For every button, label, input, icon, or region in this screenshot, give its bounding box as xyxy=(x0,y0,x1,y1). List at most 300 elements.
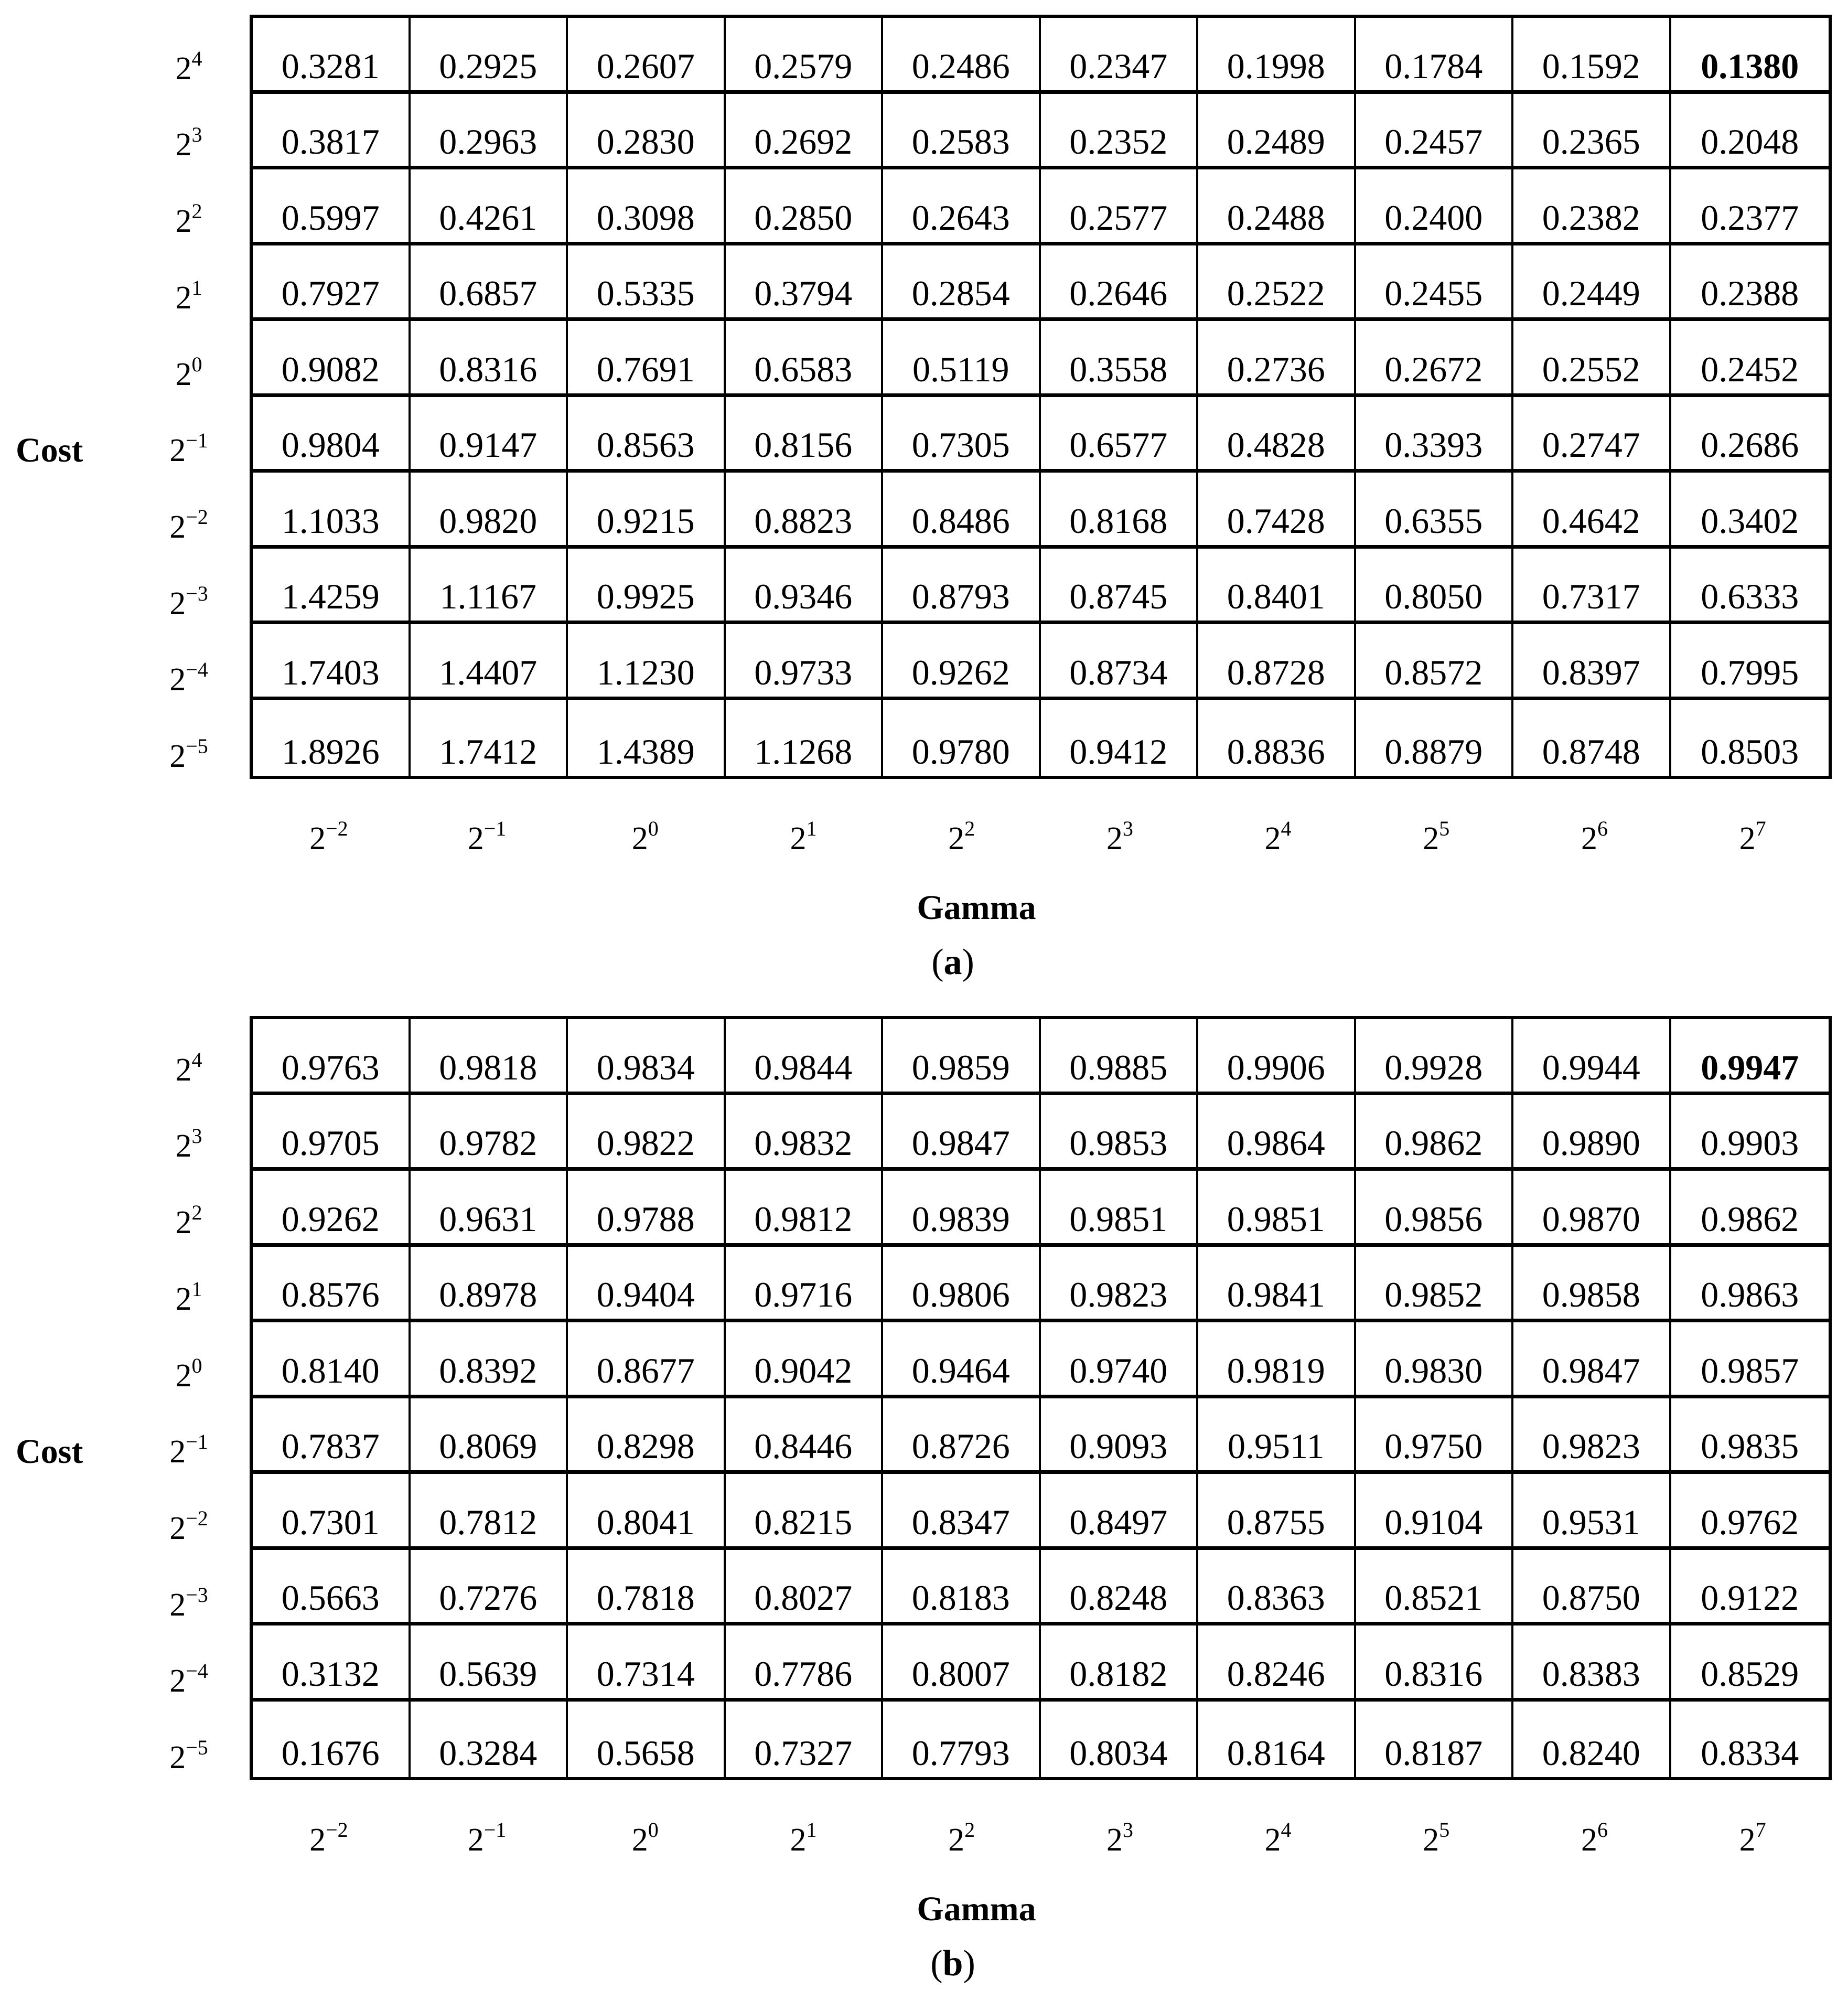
table-cell: 0.9944 xyxy=(1513,1019,1671,1095)
y-tick-label xyxy=(157,583,220,620)
tick-base: 2 xyxy=(175,50,192,87)
table-cell: 0.2692 xyxy=(726,94,884,170)
y-tick-label xyxy=(157,354,220,391)
table-cell: 0.7837 xyxy=(253,1398,411,1474)
table-cell: 0.3393 xyxy=(1356,397,1514,473)
table-cell: 0.7691 xyxy=(568,321,726,397)
table-cell: 0.8486 xyxy=(883,473,1041,549)
panel-caption: (a) xyxy=(931,942,974,982)
table-cell: 0.6333 xyxy=(1671,549,1829,625)
tick-base: 2 xyxy=(169,1434,186,1470)
table-cell: 0.7314 xyxy=(568,1625,726,1702)
table-cell: 0.9835 xyxy=(1671,1398,1829,1474)
table-cell: 0.8069 xyxy=(411,1398,568,1474)
table-cell: 0.9093 xyxy=(1041,1398,1199,1474)
table-cell: 0.9847 xyxy=(1513,1322,1671,1398)
table-cell: 0.9851 xyxy=(1198,1171,1356,1247)
table-cell: 0.7793 xyxy=(883,1702,1041,1778)
tick-exponent: 4 xyxy=(1281,817,1292,840)
table-cell: 0.9859 xyxy=(883,1019,1041,1095)
tick-base: 2 xyxy=(175,280,192,316)
y-axis-title: Cost xyxy=(16,431,83,469)
x-tick-label xyxy=(1673,818,1832,855)
table-cell: 1.7403 xyxy=(253,624,411,700)
table-cell: 0.7305 xyxy=(883,397,1041,473)
table-cell: 0.8576 xyxy=(253,1247,411,1323)
table-cell: 0.9906 xyxy=(1198,1019,1356,1095)
tick-exponent: −5 xyxy=(186,1736,208,1759)
table-cell: 0.7995 xyxy=(1671,624,1829,700)
y-tick-label xyxy=(157,1508,220,1545)
tick-base: 2 xyxy=(1581,1822,1597,1858)
table-cell: 0.2583 xyxy=(883,94,1041,170)
tick-base: 2 xyxy=(169,662,186,698)
x-tick-label xyxy=(883,1820,1041,1856)
table-cell: 0.8007 xyxy=(883,1625,1041,1702)
table-cell: 0.4261 xyxy=(411,169,568,245)
table-cell: 1.4389 xyxy=(568,700,726,776)
table-cell: 0.8572 xyxy=(1356,624,1514,700)
tick-base: 2 xyxy=(169,585,186,622)
table-cell: 0.8183 xyxy=(883,1550,1041,1626)
table-cell: 0.8248 xyxy=(1041,1550,1199,1626)
table-cell: 0.3817 xyxy=(253,94,411,170)
tick-exponent: −1 xyxy=(186,429,208,453)
table-cell: 0.9820 xyxy=(411,473,568,549)
table-cell: 0.9412 xyxy=(1041,700,1199,776)
tick-exponent: 7 xyxy=(1755,1818,1766,1842)
table-cell: 0.2963 xyxy=(411,94,568,170)
tick-base: 2 xyxy=(1264,821,1281,857)
table-cell: 0.8347 xyxy=(883,1474,1041,1550)
table-cell: 0.9885 xyxy=(1041,1019,1199,1095)
y-tick-label xyxy=(157,201,220,238)
tick-exponent: 6 xyxy=(1597,1818,1608,1842)
tick-exponent: 4 xyxy=(191,1047,202,1072)
table-cell: 0.9812 xyxy=(726,1171,884,1247)
table-cell: 0.3558 xyxy=(1041,321,1199,397)
table-cell: 0.2347 xyxy=(1041,18,1199,94)
tick-exponent: 1 xyxy=(806,817,817,840)
tick-exponent: 3 xyxy=(191,1124,202,1148)
table-cell: 0.7818 xyxy=(568,1550,726,1626)
table-cell: 0.9862 xyxy=(1356,1095,1514,1171)
tick-exponent: 3 xyxy=(1122,817,1133,840)
table-cell: 0.2388 xyxy=(1671,245,1829,322)
table-cell: 0.2457 xyxy=(1356,94,1514,170)
table-cell: 0.5663 xyxy=(253,1550,411,1626)
table-cell: 0.8041 xyxy=(568,1474,726,1550)
table-cell: 0.1380 xyxy=(1671,18,1829,94)
tick-base: 2 xyxy=(1581,821,1597,857)
table-cell: 0.9750 xyxy=(1356,1398,1514,1474)
value-grid xyxy=(250,1016,1832,1780)
table-cell: 0.2925 xyxy=(411,18,568,94)
table-cell: 0.8755 xyxy=(1198,1474,1356,1550)
table-cell: 0.9819 xyxy=(1198,1322,1356,1398)
y-tick-label xyxy=(157,1661,220,1697)
table-cell: 0.9844 xyxy=(726,1019,884,1095)
tick-base: 2 xyxy=(309,1822,326,1858)
tick-exponent: 1 xyxy=(191,275,202,300)
table-cell: 0.9839 xyxy=(883,1171,1041,1247)
table-cell: 0.9818 xyxy=(411,1019,568,1095)
tick-exponent: 2 xyxy=(191,1201,202,1225)
tick-base: 2 xyxy=(169,1740,186,1776)
tick-exponent: 3 xyxy=(1122,1818,1133,1842)
panel-caption: (b) xyxy=(930,1943,975,1984)
table-cell: 0.2686 xyxy=(1671,397,1829,473)
tick-base: 2 xyxy=(169,739,186,774)
x-tick-label xyxy=(566,1820,724,1856)
table-cell: 0.2489 xyxy=(1198,94,1356,170)
table-cell: 0.8879 xyxy=(1356,700,1514,776)
tick-base: 2 xyxy=(790,821,807,857)
x-tick-label xyxy=(1199,1820,1357,1856)
tick-base: 2 xyxy=(1106,1822,1123,1858)
x-tick-label xyxy=(1516,1820,1674,1856)
tick-base: 2 xyxy=(175,1128,192,1164)
table-cell: 0.9863 xyxy=(1671,1247,1829,1323)
table-cell: 0.8823 xyxy=(726,473,884,549)
table-cell: 0.8397 xyxy=(1513,624,1671,700)
table-cell: 0.9857 xyxy=(1671,1322,1829,1398)
tick-base: 2 xyxy=(175,356,192,392)
table-cell: 0.1784 xyxy=(1356,18,1514,94)
x-tick-label xyxy=(724,1820,883,1856)
table-cell: 0.9147 xyxy=(411,397,568,473)
tick-exponent: 2 xyxy=(191,199,202,223)
x-tick-label xyxy=(1357,818,1516,855)
table-cell: 0.7327 xyxy=(726,1702,884,1778)
tick-base: 2 xyxy=(169,509,186,545)
tick-exponent: −4 xyxy=(186,1659,208,1683)
table-cell: 0.9870 xyxy=(1513,1171,1671,1247)
table-cell: 0.2377 xyxy=(1671,169,1829,245)
x-tick-label xyxy=(1199,818,1357,855)
tick-exponent: −2 xyxy=(186,505,208,529)
tick-exponent: 4 xyxy=(191,46,202,70)
tick-exponent: 5 xyxy=(1439,1818,1450,1842)
table-cell: 0.7301 xyxy=(253,1474,411,1550)
tick-base: 2 xyxy=(169,433,186,469)
table-cell: 0.2736 xyxy=(1198,321,1356,397)
table-cell: 0.9925 xyxy=(568,549,726,625)
table-cell: 0.2646 xyxy=(1041,245,1199,322)
tick-exponent: 0 xyxy=(191,1353,202,1377)
table-cell: 0.8182 xyxy=(1041,1625,1199,1702)
table-cell: 0.9841 xyxy=(1198,1247,1356,1323)
table-cell: 0.9346 xyxy=(726,549,884,625)
tick-base: 2 xyxy=(948,821,965,857)
tick-exponent: 6 xyxy=(1597,817,1608,840)
table-cell: 0.9262 xyxy=(253,1171,411,1247)
table-cell: 0.3098 xyxy=(568,169,726,245)
table-cell: 0.8034 xyxy=(1041,1702,1199,1778)
table-cell: 0.3281 xyxy=(253,18,411,94)
table-cell: 0.9762 xyxy=(1671,1474,1829,1550)
table-cell: 0.4828 xyxy=(1198,397,1356,473)
tick-base: 2 xyxy=(1739,1822,1756,1858)
table-cell: 0.8978 xyxy=(411,1247,568,1323)
y-tick-label xyxy=(157,277,220,314)
tick-base: 2 xyxy=(790,1822,807,1858)
table-cell: 0.9823 xyxy=(1513,1398,1671,1474)
table-cell: 0.6355 xyxy=(1356,473,1514,549)
table-cell: 0.9832 xyxy=(726,1095,884,1171)
table-cell: 0.8503 xyxy=(1701,732,1799,772)
table-cell: 0.9788 xyxy=(568,1171,726,1247)
table-cell: 0.9903 xyxy=(1671,1095,1829,1171)
table-cell: 0.9830 xyxy=(1356,1322,1514,1398)
table-cell: 0.9834 xyxy=(568,1019,726,1095)
table-cell: 0.8748 xyxy=(1513,700,1671,776)
x-axis-title: Gamma xyxy=(917,1890,1036,1928)
table-cell: 0.9947 xyxy=(1671,1019,1829,1095)
table-cell: 0.8187 xyxy=(1356,1702,1514,1778)
table-cell: 0.8240 xyxy=(1513,1702,1671,1778)
table-cell: 0.8497 xyxy=(1041,1474,1199,1550)
y-axis-title: Cost xyxy=(16,1432,83,1471)
tick-exponent: −1 xyxy=(484,817,507,840)
table-cell: 0.8168 xyxy=(1041,473,1199,549)
table-cell: 0.8027 xyxy=(726,1550,884,1626)
table-cell: 0.9856 xyxy=(1356,1171,1514,1247)
table-cell: 0.5997 xyxy=(253,169,411,245)
table-cell: 0.8298 xyxy=(568,1398,726,1474)
tick-exponent: −2 xyxy=(326,817,348,840)
table-cell: 1.4259 xyxy=(253,549,411,625)
x-tick-label xyxy=(883,818,1041,855)
table-cell: 0.2854 xyxy=(883,245,1041,322)
table-cell: 0.8446 xyxy=(726,1398,884,1474)
table-cell: 0.9122 xyxy=(1671,1550,1829,1626)
table-cell: 0.5658 xyxy=(568,1702,726,1778)
tick-base: 2 xyxy=(1264,1822,1281,1858)
table-cell: 0.2577 xyxy=(1041,169,1199,245)
table-cell: 0.9853 xyxy=(1041,1095,1199,1171)
table-cell: 0.9082 xyxy=(253,321,411,397)
table-cell: 0.5119 xyxy=(883,321,1041,397)
tick-exponent: −5 xyxy=(186,734,208,758)
table-cell: 0.8140 xyxy=(253,1322,411,1398)
table-cell: 0.3284 xyxy=(411,1702,568,1778)
table-cell: 0.2382 xyxy=(1513,169,1671,245)
x-tick-label xyxy=(408,1820,566,1856)
table-cell: 0.2747 xyxy=(1513,397,1671,473)
table-cell: 0.7812 xyxy=(411,1474,568,1550)
table-cell: 0.9464 xyxy=(883,1322,1041,1398)
y-tick-label xyxy=(157,659,220,696)
tick-base: 2 xyxy=(1106,821,1123,857)
table-cell: 0.2400 xyxy=(1356,169,1514,245)
table-cell: 0.9631 xyxy=(411,1171,568,1247)
y-tick-label xyxy=(157,736,220,773)
tick-exponent: 4 xyxy=(1281,1818,1292,1842)
table-cell: 1.1230 xyxy=(568,624,726,700)
x-tick-label xyxy=(1357,1820,1516,1856)
table-cell: 0.2449 xyxy=(1513,245,1671,322)
table-cell: 0.8401 xyxy=(1198,549,1356,625)
y-tick-label xyxy=(157,1202,220,1239)
table-cell: 0.9780 xyxy=(883,700,1041,776)
table-cell: 0.8164 xyxy=(1198,1702,1356,1778)
table-cell: 1.8926 xyxy=(253,700,411,776)
table-cell: 0.2455 xyxy=(1356,245,1514,322)
tick-base: 2 xyxy=(175,204,192,240)
table-cell: 1.1167 xyxy=(411,549,568,625)
table-cell: 0.9852 xyxy=(1356,1247,1514,1323)
table-cell: 0.9864 xyxy=(1198,1095,1356,1171)
y-tick-label xyxy=(157,1431,220,1468)
table-cell: 0.2579 xyxy=(726,18,884,94)
table-cell: 0.9215 xyxy=(568,473,726,549)
y-tick-label xyxy=(157,1737,220,1774)
table-cell: 0.8521 xyxy=(1356,1550,1514,1626)
table-cell: 0.1998 xyxy=(1198,18,1356,94)
table-cell: 0.1592 xyxy=(1513,18,1671,94)
y-tick-label xyxy=(157,507,220,543)
table-cell: 0.4642 xyxy=(1513,473,1671,549)
x-tick-label xyxy=(724,818,883,855)
tick-exponent: −1 xyxy=(484,1818,507,1842)
table-cell: 0.8734 xyxy=(1041,624,1199,700)
table-cell: 0.8050 xyxy=(1356,549,1514,625)
table-cell: 0.8793 xyxy=(883,549,1041,625)
table-cell: 0.1676 xyxy=(253,1702,411,1778)
table-cell: 0.9705 xyxy=(253,1095,411,1171)
tick-exponent: −3 xyxy=(186,1582,208,1607)
tick-exponent: 2 xyxy=(964,1818,975,1842)
table-cell: 0.7276 xyxy=(411,1550,568,1626)
table-cell: 0.2643 xyxy=(883,169,1041,245)
table-cell: 0.9782 xyxy=(411,1095,568,1171)
table-cell: 0.2486 xyxy=(883,18,1041,94)
table-cell: 0.9847 xyxy=(883,1095,1041,1171)
table-cell: 0.2850 xyxy=(726,169,884,245)
table-cell: 0.2672 xyxy=(1356,321,1514,397)
y-tick-label xyxy=(157,48,220,85)
table-cell: 0.7786 xyxy=(726,1625,884,1702)
tick-base: 2 xyxy=(948,1822,965,1858)
table-cell: 0.9804 xyxy=(253,397,411,473)
table-cell: 0.3794 xyxy=(726,245,884,322)
table-cell: 0.5639 xyxy=(411,1625,568,1702)
tick-base: 2 xyxy=(631,821,648,857)
table-cell: 0.8383 xyxy=(1513,1625,1671,1702)
table-cell: 0.9858 xyxy=(1513,1247,1671,1323)
table-cell: 0.8363 xyxy=(1198,1550,1356,1626)
y-tick-label xyxy=(157,1126,220,1162)
tick-exponent: 3 xyxy=(191,123,202,147)
table-cell: 0.9806 xyxy=(883,1247,1041,1323)
table-cell: 0.7428 xyxy=(1198,473,1356,549)
x-tick-label xyxy=(408,818,566,855)
table-cell: 0.2352 xyxy=(1041,94,1199,170)
tick-base: 2 xyxy=(175,1281,192,1317)
table-cell: 0.2522 xyxy=(1198,245,1356,322)
table-cell: 0.2552 xyxy=(1513,321,1671,397)
tick-base: 2 xyxy=(467,821,484,857)
panel-a xyxy=(0,0,1848,997)
x-tick-label xyxy=(1041,818,1199,855)
table-cell: 0.5335 xyxy=(568,245,726,322)
table-cell: 0.8745 xyxy=(1041,549,1199,625)
table-cell: 0.9763 xyxy=(253,1019,411,1095)
table-cell: 0.2048 xyxy=(1671,94,1829,170)
table-cell: 0.9716 xyxy=(726,1247,884,1323)
tick-base: 2 xyxy=(175,1052,192,1088)
x-tick-label xyxy=(250,1820,408,1856)
table-cell: 0.9890 xyxy=(1513,1095,1671,1171)
x-tick-label xyxy=(250,818,408,855)
table-cell: 0.9262 xyxy=(883,624,1041,700)
tick-exponent: −4 xyxy=(186,658,208,682)
tick-exponent: 0 xyxy=(648,1818,659,1842)
table-cell: 0.2452 xyxy=(1671,321,1829,397)
table-cell: 0.3132 xyxy=(253,1625,411,1702)
y-tick-label xyxy=(157,1047,220,1088)
table-cell: 0.2488 xyxy=(1198,169,1356,245)
table-cell: 0.8316 xyxy=(1356,1625,1514,1702)
tick-exponent: 0 xyxy=(648,817,659,840)
table-cell: 0.9928 xyxy=(1356,1019,1514,1095)
tick-base: 2 xyxy=(169,1510,186,1546)
tick-exponent: −1 xyxy=(186,1430,208,1454)
tick-base: 2 xyxy=(1739,821,1756,857)
table-cell: 0.8316 xyxy=(411,321,568,397)
table-cell: 0.8836 xyxy=(1198,700,1356,776)
table-cell: 0.8246 xyxy=(1198,1625,1356,1702)
tick-base: 2 xyxy=(175,1357,192,1394)
table-cell: 0.9104 xyxy=(1356,1474,1514,1550)
table-cell: 0.7927 xyxy=(253,245,411,322)
table-cell: 0.9042 xyxy=(726,1322,884,1398)
table-cell: 0.8215 xyxy=(726,1474,884,1550)
table-cell: 0.8156 xyxy=(726,397,884,473)
table-cell: 0.2607 xyxy=(568,18,726,94)
y-tick-label xyxy=(157,1355,220,1392)
tick-exponent: −3 xyxy=(186,581,208,605)
table-cell: 1.7412 xyxy=(411,700,568,776)
table-cell: 0.9733 xyxy=(726,624,884,700)
table-cell: 0.8529 xyxy=(1671,1625,1829,1702)
table-cell: 0.6577 xyxy=(1041,397,1199,473)
tick-exponent: −2 xyxy=(186,1506,208,1530)
y-tick-label xyxy=(157,1582,220,1623)
table-cell: 0.3402 xyxy=(1671,473,1829,549)
x-tick-label xyxy=(1516,818,1674,855)
y-tick-label xyxy=(157,124,220,161)
tick-base: 2 xyxy=(309,821,326,857)
tick-exponent: 2 xyxy=(964,817,975,840)
tick-exponent: 5 xyxy=(1439,817,1450,840)
x-tick-label xyxy=(1673,1820,1832,1856)
tick-exponent: −2 xyxy=(326,1818,348,1842)
tick-base: 2 xyxy=(175,1205,192,1241)
table-cell: 0.2365 xyxy=(1513,94,1671,170)
table-cell: 0.9851 xyxy=(1041,1171,1199,1247)
table-cell: 0.9862 xyxy=(1671,1171,1829,1247)
table-cell: 1.1268 xyxy=(726,700,884,776)
tick-exponent: 1 xyxy=(191,1277,202,1301)
table-cell: 0.7317 xyxy=(1513,549,1671,625)
table-cell: 0.6857 xyxy=(411,245,568,322)
table-cell: 0.9511 xyxy=(1198,1398,1356,1474)
table-cell: 0.9823 xyxy=(1041,1247,1199,1323)
tick-base: 2 xyxy=(1423,1822,1439,1858)
table-cell: 0.2830 xyxy=(568,94,726,170)
